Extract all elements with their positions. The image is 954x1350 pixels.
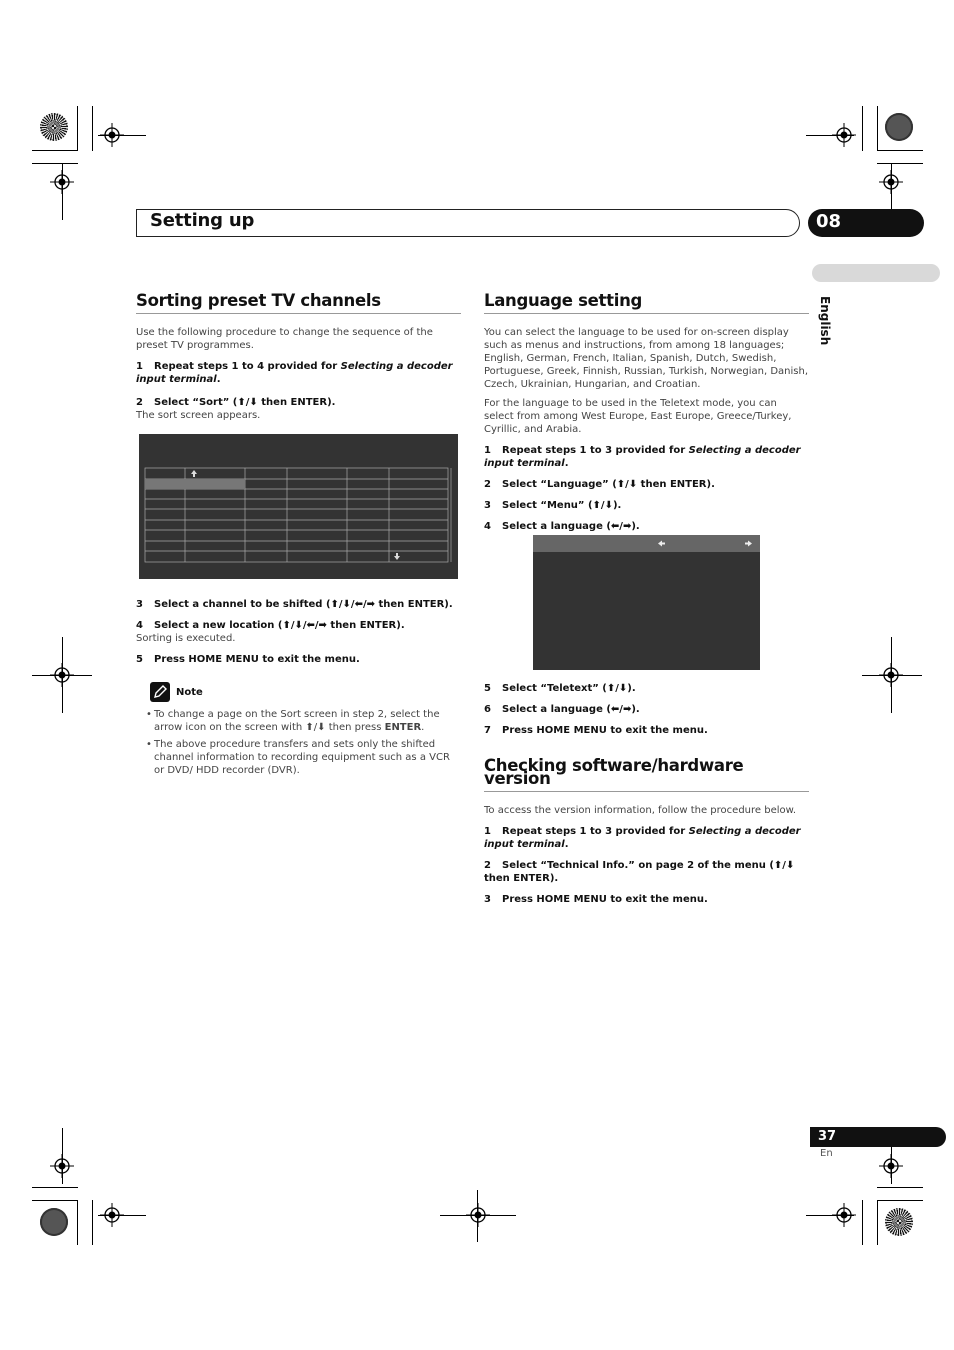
step-3 <box>484 499 809 512</box>
crop-line <box>32 163 78 164</box>
language-screen <box>533 535 760 670</box>
registration-target-icon <box>879 663 903 687</box>
step-text: Press HOME MENU to exit the menu. <box>502 894 708 905</box>
sort-screen-illustration <box>139 434 458 579</box>
step-2-result: The sort screen appears. <box>136 410 261 421</box>
crop-line <box>862 1200 863 1245</box>
left-column <box>136 291 461 422</box>
step-number: 1 <box>484 445 491 456</box>
registration-target-icon <box>100 1203 124 1227</box>
language-screen-illustration <box>533 535 760 670</box>
step-number: 5 <box>484 683 491 694</box>
crop-line <box>877 1187 923 1188</box>
crop-line <box>877 163 923 164</box>
crop-line <box>77 1200 78 1245</box>
step-number: 3 <box>484 500 491 511</box>
step-4 <box>484 520 809 533</box>
right-column <box>484 291 809 533</box>
note-header <box>150 682 461 702</box>
registration-target-icon <box>832 1203 856 1227</box>
starburst-mark-icon <box>885 1208 913 1236</box>
step-2 <box>136 396 461 409</box>
crop-line <box>862 106 863 151</box>
arrow-up-icon[interactable] <box>191 470 197 477</box>
step-number: 3 <box>484 894 491 905</box>
page-number-badge <box>810 1127 946 1147</box>
intro-text: Use the following procedure to change the sequence of the preset TV programmes. <box>136 327 433 351</box>
crop-line <box>92 106 93 151</box>
step-1: 1 Repeat steps 1 to 3 provided for Selecting a decoder input terminal. <box>484 445 801 469</box>
registration-target-icon <box>832 123 856 147</box>
step-6 <box>484 703 809 716</box>
section-heading: Checking software/hardware version <box>484 759 809 792</box>
registration-target-icon <box>879 1154 903 1178</box>
crop-line <box>92 1200 93 1245</box>
step-number: 5 <box>136 654 143 665</box>
step-text: Repeat steps 1 to 3 provided for <box>502 445 689 456</box>
step-number: 2 <box>484 860 491 871</box>
registration-target-icon <box>879 170 903 194</box>
step-4-result: Sorting is executed. <box>136 633 236 644</box>
step-text: Select “Technical Info.” on page 2 of the menu (⬆/⬇ then ENTER). <box>484 860 795 884</box>
registration-target-icon <box>50 663 74 687</box>
step-1: 1 Repeat steps 1 to 4 provided for Selecting a decoder input terminal. <box>136 361 453 385</box>
step-text: Select “Menu” (⬆/⬇). <box>502 500 622 511</box>
step-text: Select a language (⬅/➡). <box>502 704 640 715</box>
step-number: 1 <box>136 361 143 372</box>
starburst-mark-icon <box>40 1208 68 1236</box>
cross-reference: Selecting a decoder input terminal <box>484 445 801 469</box>
intro-text: You can select the language to be used for on-screen display such as menus and instructions, from among 18 languages; English, German, French, Italian, Spanish, Dutch, Swedish, Portuguese, Greek, Finnish, Russian, Turkish, Norwegian, Danish, Czech, Ukrainian, Hungarian, and Croatian. <box>484 327 809 390</box>
crop-line <box>877 1200 878 1245</box>
step-4 <box>136 619 461 632</box>
note-label: Note <box>176 686 203 698</box>
selected-row <box>145 479 245 489</box>
selected-row <box>533 535 760 552</box>
step-text: Select a new location (⬆/⬇/⬅/➡ then ENTER). <box>154 620 405 631</box>
step-number: 7 <box>484 725 491 736</box>
step-text: Select “Sort” (⬆/⬇ then ENTER). <box>154 397 336 408</box>
step-5 <box>484 682 809 695</box>
chapter-badge <box>808 209 924 237</box>
step-number: 4 <box>484 521 491 532</box>
crop-line <box>32 1200 78 1201</box>
step-text: Select a language (⬅/➡). <box>502 521 640 532</box>
note-emphasis: ENTER <box>384 722 422 733</box>
step-2 <box>484 478 809 491</box>
note-pencil-icon <box>150 682 170 702</box>
crop-line <box>32 150 78 151</box>
version-step-3 <box>484 893 809 906</box>
step-text: Repeat steps 1 to 3 provided for <box>502 826 689 837</box>
crop-line <box>877 150 923 151</box>
arrow-down-icon[interactable] <box>394 553 400 560</box>
version-step-1: 1 Repeat steps 1 to 3 provided for Selecting a decoder input terminal. <box>484 826 801 850</box>
page-number: 37 <box>818 1129 837 1144</box>
note-text: To change a page on the Sort screen in step 2, select the arrow icon on the screen with ⬆/⬇ then press <box>154 709 440 733</box>
crop-line <box>32 1187 78 1188</box>
crop-line <box>877 106 878 151</box>
left-column-lower <box>136 598 461 777</box>
registration-target-icon <box>100 123 124 147</box>
step-7 <box>484 724 809 737</box>
cross-reference: Selecting a decoder input terminal <box>484 826 801 850</box>
step-text: Select “Teletext” (⬆/⬇). <box>502 683 636 694</box>
registration-target-icon <box>50 1154 74 1178</box>
note-item: • The above procedure transfers and sets only the shifted channel information to recording equipment such as a VCR or DVD/ HDD recorder (DVR). <box>136 738 461 777</box>
language-tab-label: English <box>818 296 832 346</box>
crop-line <box>877 1200 923 1201</box>
chapter-number: 08 <box>816 211 842 232</box>
step-text: Press HOME MENU to exit the menu. <box>502 725 708 736</box>
step-number: 2 <box>136 397 143 408</box>
step-number: 6 <box>484 704 491 715</box>
step-text: Press HOME MENU to exit the menu. <box>154 654 360 665</box>
page-title: Setting up <box>150 210 255 231</box>
intro-text: For the language to be used in the Teletext mode, you can select from among West Europe, East Europe, Greece/Turkey, Cyrillic, and Arabia. <box>484 398 792 435</box>
step-3 <box>136 598 461 611</box>
step-text: Repeat steps 1 to 4 provided for <box>154 361 341 372</box>
step-number: 4 <box>136 620 143 631</box>
registration-target-icon <box>466 1203 490 1227</box>
section-heading: Language setting <box>484 294 809 314</box>
version-step-2 <box>484 859 809 885</box>
step-number: 3 <box>136 599 143 610</box>
cross-reference: Selecting a decoder input terminal <box>136 361 453 385</box>
step-text: Select a channel to be shifted (⬆/⬇/⬅/➡ then ENTER). <box>154 599 453 610</box>
registration-target-icon <box>50 170 74 194</box>
step-5 <box>136 653 461 666</box>
language-tab <box>812 264 940 282</box>
page-language: En <box>820 1148 833 1159</box>
note-item: • To change a page on the Sort screen in step 2, select the arrow icon on the screen with ⬆/⬇ then press ENTER. <box>136 708 461 734</box>
section-heading: Sorting preset TV channels <box>136 294 461 314</box>
intro-text: To access the version information, follow the procedure below. <box>484 805 797 816</box>
step-text: Select “Language” (⬆/⬇ then ENTER). <box>502 479 715 490</box>
right-column-lower <box>484 682 809 906</box>
step-number: 2 <box>484 479 491 490</box>
sort-grid <box>139 434 458 579</box>
crop-line <box>77 106 78 151</box>
starburst-mark-icon <box>885 113 913 141</box>
step-number: 1 <box>484 826 491 837</box>
starburst-mark-icon <box>40 113 68 141</box>
